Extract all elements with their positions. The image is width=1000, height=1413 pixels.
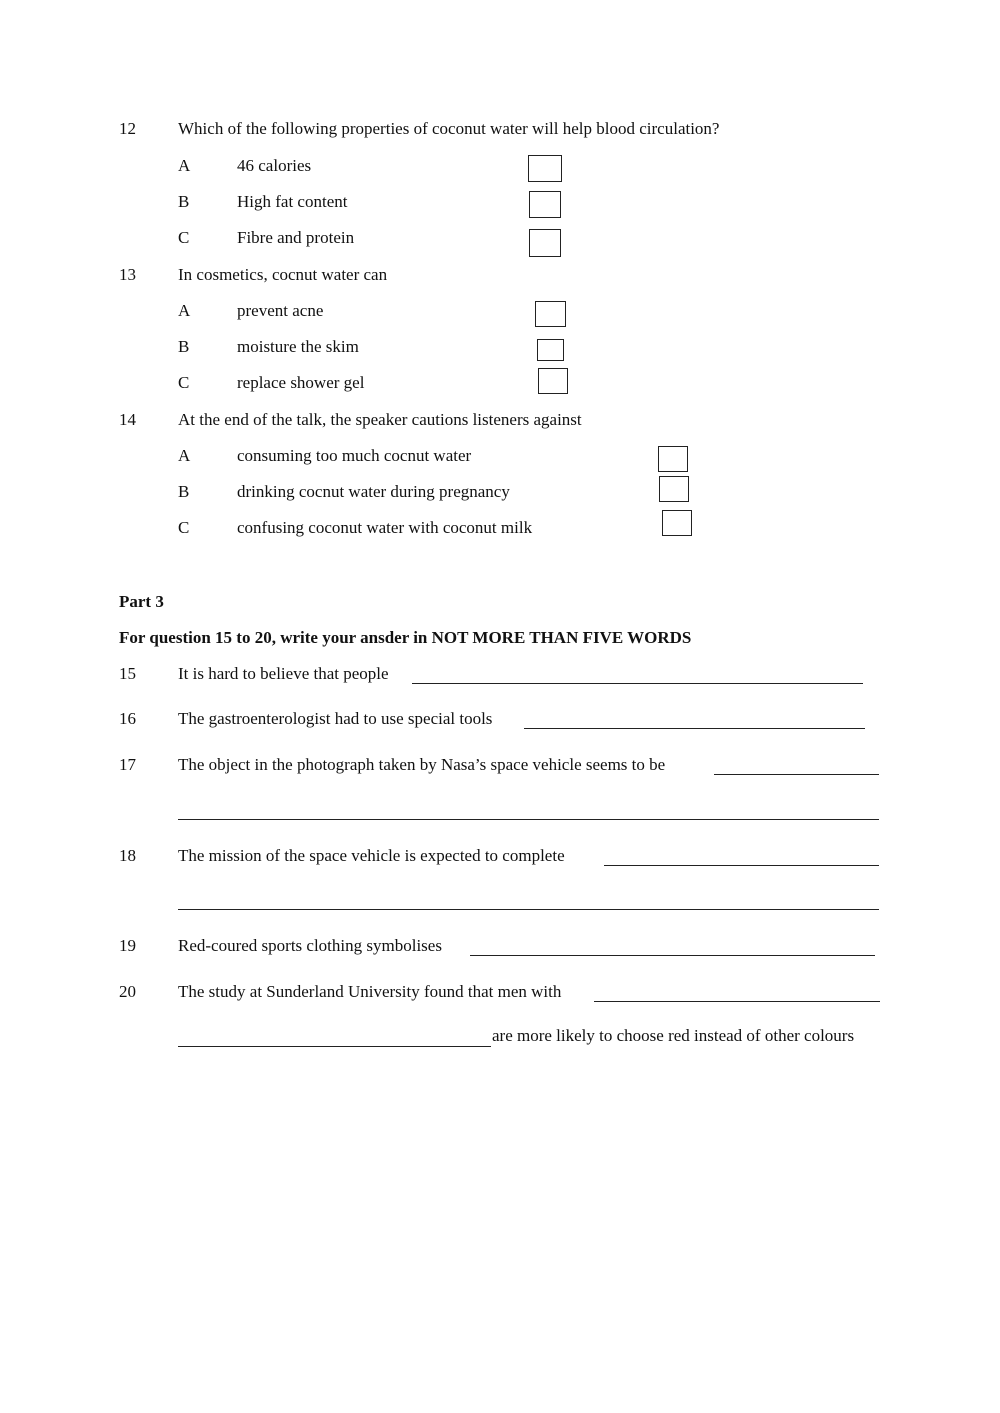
q13-option-b-letter: B: [178, 337, 190, 356]
q14-option-c-text: confusing coconut water with coconut milk: [237, 518, 533, 537]
question-15-answer-line[interactable]: [412, 683, 863, 684]
q12-option-c-text: Fibre and protein: [237, 228, 355, 247]
question-15-number: 15: [119, 664, 136, 683]
question-16-number: 16: [119, 709, 136, 728]
question-17-number: 17: [119, 755, 136, 774]
q13-option-b-text: moisture the skim: [237, 337, 359, 356]
q12-option-a-text: 46 calories: [237, 156, 312, 175]
q14-option-c-letter: C: [178, 518, 190, 537]
question-14-text: At the end of the talk, the speaker cautions listeners against: [178, 410, 582, 429]
question-16-answer-line[interactable]: [524, 728, 865, 729]
q14-option-b-text: drinking cocnut water during pregnancy: [237, 482, 510, 501]
question-19-number: 19: [119, 936, 136, 955]
question-12-number: 12: [119, 119, 136, 138]
question-17-answer-line-2[interactable]: [178, 819, 879, 820]
q12-option-a-letter: A: [178, 156, 191, 175]
q14-option-c-checkbox[interactable]: [662, 510, 692, 536]
q14-option-b-checkbox[interactable]: [659, 476, 689, 502]
question-20-continuation: are more likely to choose red instead of other colours: [492, 1026, 855, 1045]
question-20-answer-line-2[interactable]: [178, 1046, 491, 1047]
question-20-number: 20: [119, 982, 136, 1001]
q12-option-b-checkbox[interactable]: [529, 191, 561, 218]
question-15-text: It is hard to believe that people: [178, 664, 389, 683]
q13-option-a-checkbox[interactable]: [535, 301, 566, 327]
q14-option-b-letter: B: [178, 482, 190, 501]
q13-option-a-letter: A: [178, 301, 191, 320]
q13-option-b-checkbox[interactable]: [537, 339, 564, 361]
question-19-text: Red-coured sports clothing symbolises: [178, 936, 442, 955]
q12-option-c-checkbox[interactable]: [529, 229, 561, 257]
question-13-number: 13: [119, 265, 136, 284]
q13-option-c-letter: C: [178, 373, 190, 392]
question-13-text: In cosmetics, cocnut water can: [178, 265, 388, 284]
question-14-number: 14: [119, 410, 136, 429]
question-18-number: 18: [119, 846, 136, 865]
q13-option-c-checkbox[interactable]: [538, 368, 568, 394]
q14-option-a-letter: A: [178, 446, 191, 465]
question-17-answer-line[interactable]: [714, 774, 879, 775]
q13-option-c-text: replace shower gel: [237, 373, 365, 392]
q13-option-a-text: prevent acne: [237, 301, 324, 320]
q12-option-b-text: High fat content: [237, 192, 348, 211]
question-16-text: The gastroenterologist had to use special tools: [178, 709, 493, 728]
question-20-text: The study at Sunderland University found that men with: [178, 982, 562, 1001]
question-12-text: Which of the following properties of coconut water will help blood circulation?: [178, 119, 720, 138]
q12-option-a-checkbox[interactable]: [528, 155, 562, 182]
question-18-text: The mission of the space vehicle is expected to complete: [178, 846, 565, 865]
part-3-title: Part 3: [119, 592, 164, 611]
q12-option-c-letter: C: [178, 228, 190, 247]
question-18-answer-line[interactable]: [604, 865, 879, 866]
question-19-answer-line[interactable]: [470, 955, 875, 956]
question-17-text: The object in the photograph taken by Nasa’s space vehicle seems to be: [178, 755, 666, 774]
q14-option-a-text: consuming too much cocnut water: [237, 446, 472, 465]
question-20-answer-line[interactable]: [594, 1001, 880, 1002]
q12-option-b-letter: B: [178, 192, 190, 211]
part-3-instruction: For question 15 to 20, write your ansder in NOT MORE THAN FIVE WORDS: [119, 628, 692, 647]
q14-option-a-checkbox[interactable]: [658, 446, 688, 472]
question-18-answer-line-2[interactable]: [178, 909, 879, 910]
